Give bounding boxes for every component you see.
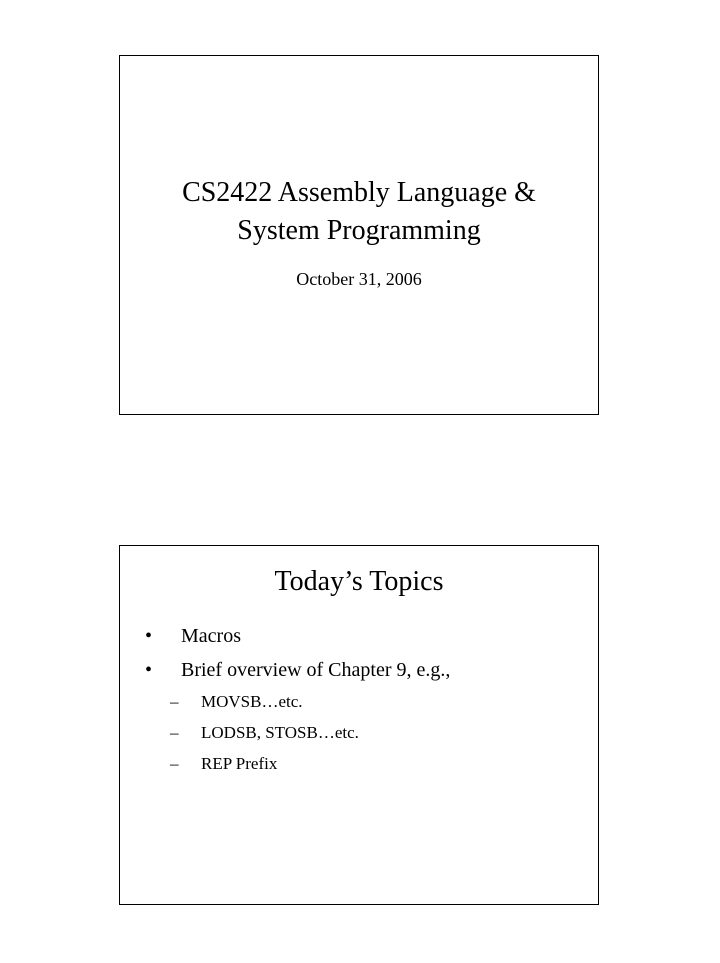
title-slide: [119, 55, 599, 415]
topic-text: Macros: [181, 625, 241, 647]
slide-date: October 31, 2006: [296, 269, 422, 289]
bullet-marker: •: [145, 625, 153, 647]
slide-title: [120, 174, 598, 250]
sub-topic-item: [120, 721, 598, 752]
sub-topic-text: LODSB, STOSB…etc.: [201, 723, 359, 742]
dash-marker: –: [170, 692, 179, 711]
sub-topic-item: [120, 752, 598, 783]
dash-marker: –: [170, 723, 179, 742]
slide-title-line-1: CS2422 Assembly Language &: [182, 177, 536, 208]
topics-slide: [119, 545, 599, 905]
dash-marker: –: [170, 754, 179, 773]
sub-topic-text: MOVSB…etc.: [201, 692, 303, 711]
slide-title-line-2: System Programming: [237, 215, 481, 246]
topic-item: [120, 656, 598, 690]
topic-text: Brief overview of Chapter 9, e.g.,: [181, 659, 451, 681]
topic-item: [120, 622, 598, 656]
slide-heading: Today’s Topics: [274, 566, 444, 597]
topic-list: [120, 622, 598, 783]
sub-topic-item: [120, 690, 598, 721]
sub-topic-text: REP Prefix: [201, 754, 278, 773]
bullet-marker: •: [145, 659, 153, 681]
